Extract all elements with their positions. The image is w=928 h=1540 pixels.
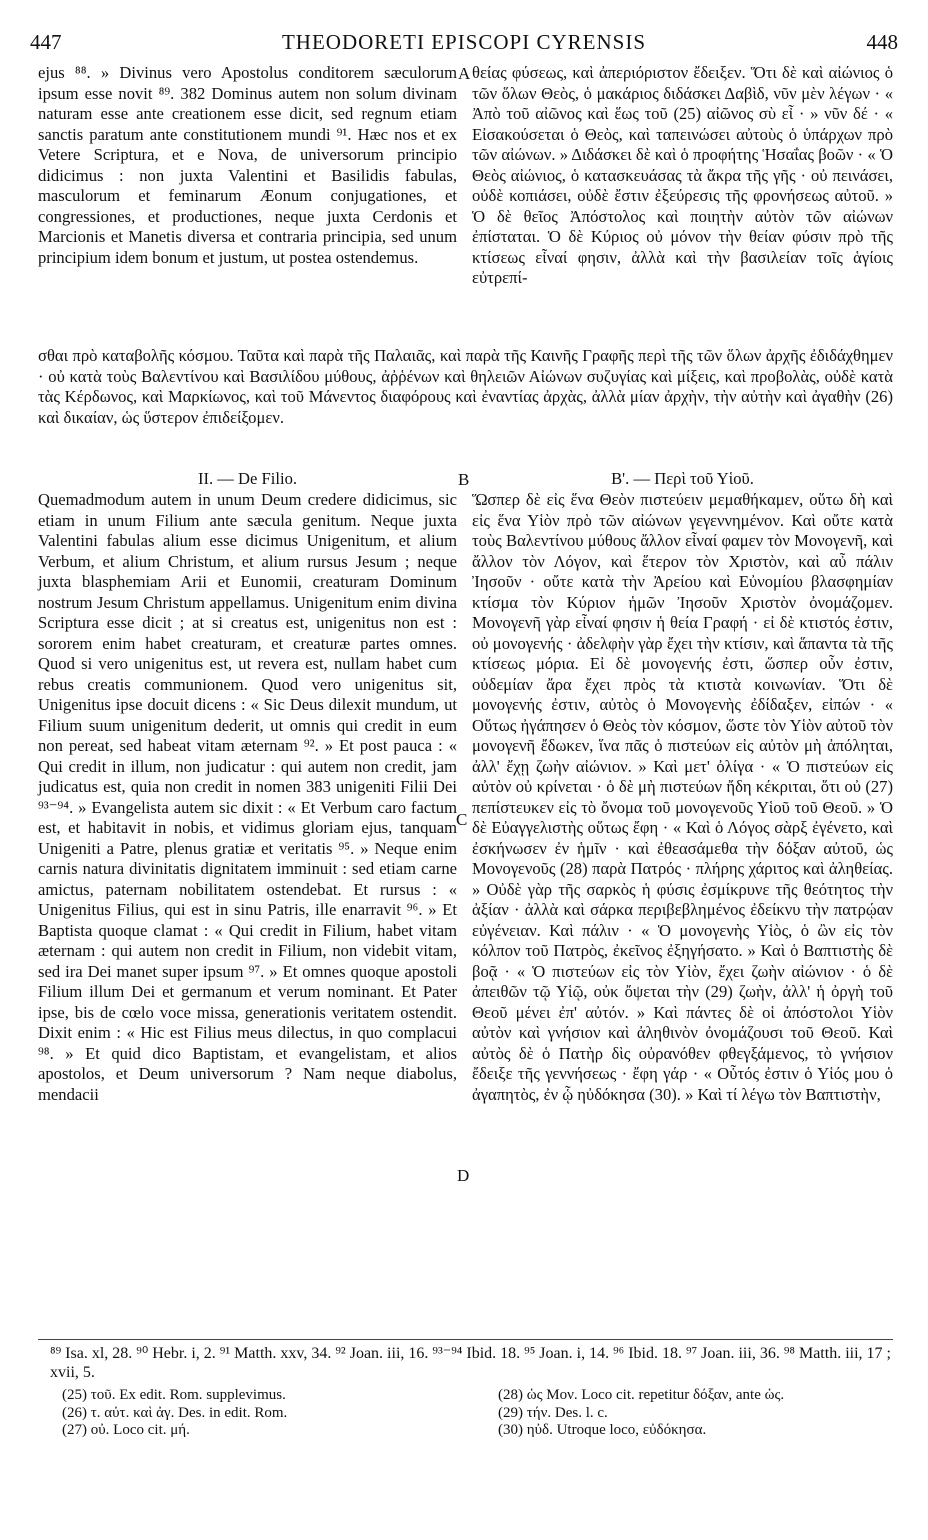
note-item: (28) ὡς Μον. Loco cit. repetitur δόξαν, ante ὡς.: [498, 1387, 785, 1403]
greek-column-part1: θείας φύσεως, καὶ ἀπεριόριστον ἔδειξεν. Ὅτι δὲ καὶ αἰώνιος ὁ τῶν ὅλων Θεὸς, ὁ μακάριος διδάσκει Δαβὶδ, νῦν μὲν λέγων · « Ἀπὸ τοῦ αἰῶνος καὶ ἕως τοῦ (25) αἰῶνος σὺ εἶ · » νῦν δέ · « Εἰσακούσεται ὁ Θεὸς, καὶ ταπεινώσει αὐτοὺς ὁ ὑπάρχων πρὸ τῶν αἰώνων. » Διδάσκει δὲ καὶ ὁ προφήτης Ἡσαΐας βοῶν · « Ὁ Θεὸς αἰώνιος, ὁ κατασκευάσας τὰ ἄκρα τῆς γῆς · οὐ πεινάσει, οὐδὲ κοπιάσει, οὐδὲ ἔστιν ἐξεύρεσις τῆς φρονήσεως αὐτοῦ. » Ὁ δὲ θεῖος Ἀπόστολος καὶ ποιητὴν αὐτὸν τῶν αἰώνων ἐπίσταται. Ὁ δὲ Κύριος οὐ μόνον τὴν θείαν φύσιν πρὸ τῆς κτίσεως εἶναί φησιν, ἀλλὰ καὶ τὴν βασιλείαν τοῖς ἁγίοις εὐτρεπί-: [472, 63, 893, 287]
margin-marker-c: C: [456, 810, 468, 829]
margin-marker-d: D: [457, 1166, 470, 1185]
footnote-separator: [38, 1339, 893, 1340]
margin-marker-b: B: [458, 470, 470, 489]
note-item: (27) οὐ. Loco cit. μή.: [62, 1422, 190, 1438]
note-item: (26) τ. αὐτ. καὶ ἀγ. Des. in edit. Rom.: [62, 1404, 288, 1421]
scripture-references: ⁸⁹ Isa. xl, 28. ⁹⁰ Hebr. i, 2. ⁹¹ Matth. xxv, 34. ⁹² Joan. iii, 16. ⁹³⁻⁹⁴ Ibid. 18. ⁹⁵ Joan. i, 14. ⁹⁶ Ibid. 18. ⁹⁷ Joan. iii, 36. ⁹⁸ Matth. iii, 17 ; xvii, 5.: [50, 1345, 891, 1381]
running-title: THEODORETI EPISCOPI CYRENSIS: [281, 30, 647, 54]
notes-right: [498, 1387, 893, 1440]
greek-section-heading: Β'. — Περὶ τοῦ Υἱοῦ.: [611, 469, 754, 488]
greek-full-width-paragraph: σθαι πρὸ καταβολῆς κόσμου. Ταῦτα καὶ παρὰ τῆς Παλαιᾶς, καὶ παρὰ τῆς Καινῆς Γραφῆς περὶ τῆς τῶν ὅλων ἀρχῆς ἐδιδάχθημεν · οὐ κατὰ τοὺς Βαλεντίνου καὶ Βασιλίδου μύθους, ἀῤῥένων καὶ θηλειῶν Αἰώνων συζυγίας καὶ μίξεις, καὶ προβολὰς, οὐδὲ κατὰ τὰς Κέρδωνος, καὶ Μαρκίωνος, καὶ τοῦ Μάνεντος διαφόρους καὶ ἐναντίας ἀρχὰς, ἀλλὰ μίαν ἀρχὴν, τὴν αὐτὴν καὶ ἀγαθὴν (26) καὶ δικαίαν, ὡς ὕστερον ἐπιδείξομεν.: [38, 346, 893, 427]
notes-left: [62, 1387, 462, 1440]
greek-column-section2: Ὥσπερ δὲ εἰς ἕνα Θεὸν πιστεύειν μεμαθήκαμεν, οὕτω δὴ καὶ εἰς ἕνα Υἱὸν πρὸ τῶν αἰώνων γεγεννημένον. Καὶ οὔτε κατὰ τοὺς Βαλεντίνου μύθους ἄλλον εἶναί φαμεν τὸν Μονογενῆ, καὶ ἄλλον τὸν Λόγον, καὶ ἕτερον τὸν Χριστὸν, καὶ αὖ πάλιν Ἰησοῦν · οὔτε κατὰ τὴν Ἀρείου καὶ Εὐνομίου βλασφημίαν κτίσμα τὸν Κύριον ἡμῶν Ἰησοῦν Χριστὸν ὀνομάζομεν. Μονογενῆ γὰρ εἶναί φησιν ἡ θεία Γραφή · εἰ δὲ κτιστός ἐστιν, οὐ μονογενής · ἀδελφὴν γὰρ ἔχει τὴν κτίσιν, καὶ ἅπαντα τὰ τῆς κτίσεως μόρια. Εἰ δὲ μονογενής ἐστι, ὥσπερ οὖν ἐστιν, οὐδεμίαν ἄρα ἔχει πρὸς τὰ κτιστὰ κοινωνίαν. Ὅτι δὲ μονογενής ἐστιν, αὐτὸς ὁ Μονογενὴς ἐδίδαξεν, εἰπών · « Οὕτως ἠγάπησεν ὁ Θεὸς τὸν κόσμον, ὥστε τὸν Υἱὸν αὐτοῦ τὸν μονογενῆ ἔδωκεν, ἵνα πᾶς ὁ πιστεύων εἰς αὐτὸν μὴ ἀπόληται, ἀλλ' ἔχῃ ζωὴν αἰώνιον. » Καὶ μετ' ὀλίγα · « Ὁ πιστεύων εἰς αὐτὸν οὐ κρίνεται · ὁ δὲ μὴ πιστεύων ἤδη κέκριται, ὅτι οὐ (27) πεπίστευκεν εἰς τὸ ὄνομα τοῦ μονογενοῦς Υἱοῦ τοῦ Θεοῦ. » Ὁ δὲ Εὐαγγελιστὴς οὕτως ἔφη · « Καὶ ὁ Λόγος σὰρξ ἐγένετο, καὶ ἐσκήνωσεν ἐν ἡμῖν · καὶ ἐθεασάμεθα τὴν δόξαν αὐτοῦ, ὡς Μονογενοῦς (28) παρὰ Πατρός · πλήρης χάριτος καὶ ἀληθείας. » Οὐδὲ γὰρ τῆς σαρκὸς ἡ φύσις ἐσμίκρυνε τῆς θεότητος τὴν ἀξίαν · ἀλλὰ καὶ σάρκα περιβεβλημένος ἐδείκνυ τὴν πατρῴαν εὐγένειαν. Καὶ πάλιν · « Ὁ μονογενὴς Υἱὸς, ὁ ὢν εἰς τὸν κόλπον τοῦ Πατρὸς, ἐκεῖνος ἐξηγήσατο. » Καὶ ὁ Βαπτιστὴς δὲ βοᾷ · « Ὁ πιστεύων εἰς τὸν Υἱὸν, ἔχει ζωὴν αἰώνιον · ὁ δὲ ἀπειθῶν τῷ Υἱῷ, οὐκ ὄψεται τὴν (29) ζωὴν, ἀλλ' ἡ ὀργὴ τοῦ Θεοῦ μένει ἐπ' αὐτόν. » Καὶ πάντες δὲ οἱ ἀπόστολοι Υἱὸν αὐτὸν καὶ γνήσιον καὶ ἀληθινὸν ὀνομάζουσι τοῦ Θεοῦ. Καὶ αὐτὸς δὲ ὁ Πατὴρ δὶς οὐρανόθεν φθεγξάμενος, τὸ γνήσιον ἔδειξε τῆς γεννήσεως · ἔφη γάρ · « Οὗτός ἐστιν ὁ Υἱός μου ὁ ἀγαπητὸς, ἐν ᾧ ηὐδόκησα (30). » Καὶ τί λέγω τὸν Βαπτιστὴν,: [472, 490, 893, 1104]
running-header: [30, 30, 898, 60]
note-item: (29) τήν. Des. l. c.: [498, 1404, 608, 1421]
margin-marker-a: A: [458, 64, 471, 83]
latin-column-part1: ejus ⁸⁸. » Divinus vero Apostolus conditorem sæculorum ipsum esse novit ⁸⁹. 382 Dominus autem non solum divinam naturam esse ante creationem esse dicit, sed regnum etiam sanctis paratum ante constitutionem mundi ⁹¹. Hæc nos et ex Vetere Scriptura, et e Nova, de universorum principio didicimus : non juxta Valentini et Basilidis fabulas, masculorum et feminarum Æonum conjugationes, et congressiones, et productiones, neque juxta Cerdonis et Marcionis et Manetis diversa et contraria principia, sed unum principium idem bonum et justum, ut postea ostendemus.: [38, 63, 457, 267]
page-number-right: 448: [866, 30, 898, 54]
page-number-left: 447: [30, 30, 62, 54]
note-item: (25) τοῦ. Ex edit. Rom. supplevimus.: [62, 1387, 286, 1403]
latin-column-section2: Quemadmodum autem in unum Deum credere didicimus, sic etiam in unum Filium ante sæcula genitum. Neque juxta Valentini fabulas alium esse dicimus Unigenitum, et alium Verbum, et alium Christum, et alium rursus Jesum ; neque juxta blasphemiam Arii et Eunomii, creaturam Dominum nostrum Jesum Christum appellamus. Unigenitum enim divina Scriptura esse dicit ; at si creatus est, unigenitus non est : sororem enim habet creaturam, et creaturæ partes omnes. Quod si vero unigenitus est, ut revera est, nullam habet cum rebus creatis communionem. Quod vero unigenitus sit, Unigenitus ipse docuit dicens : « Sic Deus dilexit mundum, ut Filium suum unigenitum dederit, ut omnis qui credit in eum non pereat, sed habeat vitam æternam ⁹². » Et post pauca : « Qui credit in illum, non judicatur : qui autem non credit, jam judicatus est, quia non credit in nomen 383 unigeniti Filii Dei ⁹³⁻⁹⁴. » Evangelista autem sic dixit : « Et Verbum caro factum est, et habitavit in nobis, et vidimus gloriam ejus, tanquam Unigeniti a Patre, plenus gratiæ et veritatis ⁹⁵. » Neque enim carnis natura divinitatis dignitatem imminuit : sed etiam carne amictus, paternam nobilitatem ostendebat. Et rursus : « Unigenitus Filius, qui est in sinu Patris, ille enarravit ⁹⁶. » Et Baptista quoque clamat : « Qui credit in Filium, habet vitam æternam : qui autem non credit in Filium, non videbit vitam, sed ira Dei manet super ipsum ⁹⁷. » Et omnes quoque apostoli Filium illum Dei et germanum et verum nominant. Et Pater ipse, bis de cœlo voce missa, generationis veritatem ostendit. Dixit enim : « Hic est Filius meus dilectus, in quo complacui ⁹⁸. » Et quid dico Baptistam, et evangelistam, et alios apostolos, et Deum universorum ? Nam neque diabolus, mendacii: [38, 490, 457, 1104]
latin-section-heading: II. — De Filio.: [197, 469, 298, 488]
note-item: (30) ηὐδ. Utroque loco, εὐδόκησα.: [498, 1422, 707, 1438]
